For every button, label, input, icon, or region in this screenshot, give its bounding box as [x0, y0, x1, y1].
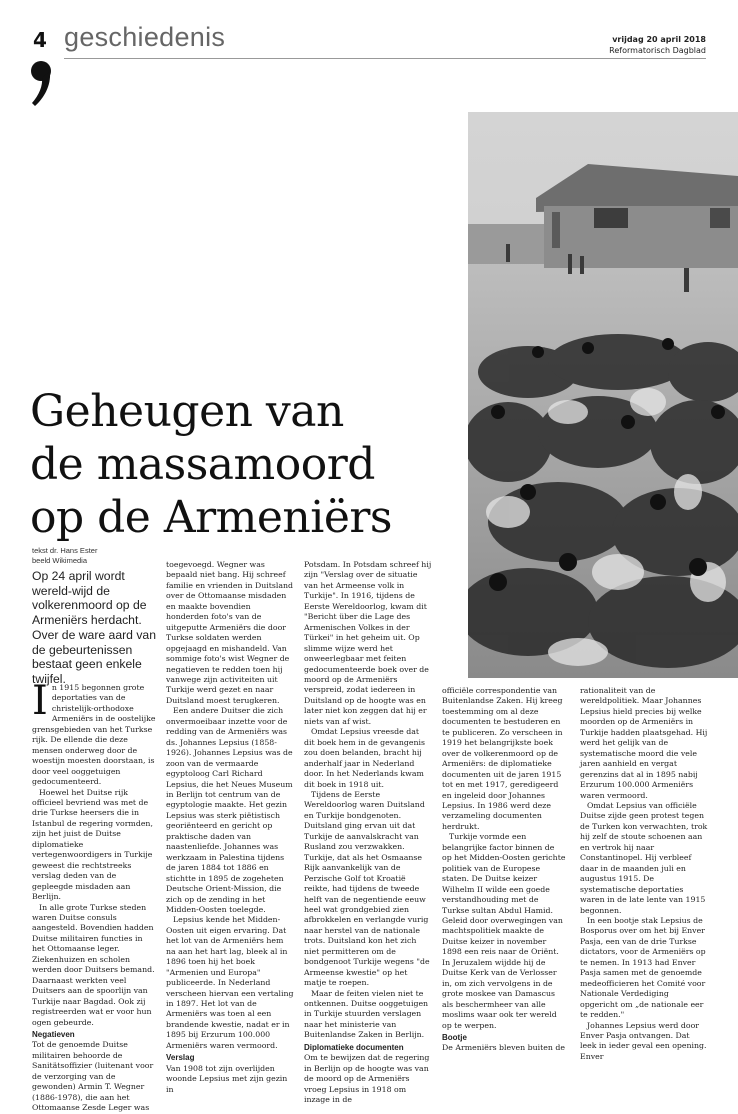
body-paragraph [32, 678, 157, 788]
credits [32, 546, 97, 566]
headline-line-2: de massamoord [30, 439, 375, 490]
subheading: Negatieven [32, 1029, 75, 1039]
subheading: Diplomatieke documenten [304, 1042, 404, 1052]
page-number: 4 [33, 28, 47, 52]
masthead-info [609, 34, 706, 56]
drop-cap: I [32, 678, 48, 724]
section-title: geschiedenis [64, 22, 226, 52]
body-paragraph: Lepsius kende het Midden-Oosten uit eigen ervaring. Dat het lot van de Armeniërs hem na aan het hart lag, bleek al in 1896 toen hij het boek "Armenien und Europa" publiceerde. In Nederland verscheen hiervan een vertaling in 1897. Het lot van de Armeniërs was toen al een brandende kwestie, nadat er in 1895 bij Erzurum 100.000 Armeniërs waren vermoord. [166, 915, 294, 1050]
body-paragraph: Van 1908 tot zijn overlijden woonde Lepsius met zijn gezin in [166, 1063, 288, 1094]
body-paragraph: Tijdens de Eerste Wereldoorlog waren Duitsland en Turkije bondgenoten. Duitsland ging ervan uit dat Turkije de aanvalskracht van Rusland zou verzwakken. Turkije, dat als het Osmaanse Rijk aanvankelijk van de Perzische Golf tot Kroatië reikte, had tijdens de tweede helft van de negentiende eeuw heel wat grondgebied zien afbrokkelen en verlangde vurig naar herstel van de nationale trots. Duitsland kon het zich niet permitteren om de bondgenoot Turkije wegens "de Armeense kwestie" op het matje te roepen. [304, 789, 430, 988]
subheading: Verslag [166, 1053, 195, 1063]
headline-line-3: op de Armeniërs [30, 492, 392, 543]
article-column-5 [580, 686, 708, 1062]
body-paragraph: In alle grote Turkse steden waren Duitse consuls aangesteld. Bovendien hadden Duitse militairen functies in het Ottomaanse leger. Ziekenhuizen en scholen werden door Duitsers bemand. Daarnaast werkten veel Duitsers aan de spoorlijn van Turkije naar Bagdad. Ook zij registreerden wat er voor hun ogen gebeurde. [32, 902, 155, 1027]
body-paragraph: Omdat Lepsius van officiële Duitse zijde geen protest tegen de Turken kon verwachten, trok hij zelf de stoute schoenen aan en vertrok hij naar Constantinopel. Hij verbleef daar in de maanden juli en augustus 1915. De systematische deportaties waren in de late lente van 1915 begonnen. [580, 800, 708, 915]
article-column-3 [304, 560, 432, 1106]
comma-logo-icon [30, 60, 54, 108]
article-column-1 [32, 678, 157, 1114]
article-column-2 [166, 560, 294, 1095]
body-paragraph: toegevoegd. Wegner was bepaald niet bang. Hij schreef familie en vrienden in Duitsland over de Ottomaanse misdaden en maakte bovendien honderden foto's van de uitgeputte Armeniërs die door Turkse soldaten werden opgejaagd en mishandeld. Van sommige foto's wist Wegner de negatieven te redden toen hij vanwege zijn activiteiten uit Turkije werd gezet en naar Duitsland moest terugkeren. [166, 560, 294, 705]
body-paragraph: Maar de feiten vielen niet te ontkennen. Duitse ooggetuigen in Turkije stuurden verslagen naar het ministerie van Buitenlandse Zaken in Berlijn. [304, 988, 429, 1040]
body-paragraph: Johannes Lepsius werd door Enver Pasja ontvangen. Dat leek in ieder geval een opening. Enver [580, 1020, 707, 1061]
body-paragraph: Potsdam. In Potsdam schreef hij zijn "Verslag over de situatie van het Armeense volk in Turkije". In 1916, tijdens de Eerste Wereldoorlog, kwam dit "Bericht über die Lage des Armenischen Volkes in der Türkei" in het geheim uit. Op slimme wijze werd het onweerlegbaar met feiten gedocumenteerde boek over de moord op de Armeniërs verspreid, zodat iedereen in Duitsland op de hoogte was en later niet kon zeggen dat hij er niets van af wist. [304, 560, 432, 726]
historic-crowd-photo-icon [468, 112, 738, 678]
body-paragraph: Om te bewijzen dat de regering in Berlijn op de hoogte was van de moord op de Armeniërs vroeg Lepsius in 1918 om inzage in de [304, 1053, 430, 1105]
body-paragraph: In een bootje stak Lepsius de Bosporus over om het bij Enver Pasja, een van de drie Turkse dictators, voor de Armeniërs op te nemen. In 1913 had Enver Pasja samen met de genoemde medeofficieren het Comité voor Nationale Verdediging opgericht om „de nationale eer te redden." [580, 915, 706, 1020]
body-paragraph: rationaliteit van de wereldpolitiek. Maar Johannes Lepsius hield precies bij welke moorden op de Armeniërs in Turkije hadden plaatsgehad. Hij werd het gelijk van de systematische moord die vele jaren aanhield en vergat gerenzins dat al in 1895 nabij Erzurum 100.000 Armeniërs waren vermoord. [580, 686, 708, 800]
article-column-4 [442, 686, 566, 1054]
issue-date: vrijdag 20 april 2018 [612, 35, 706, 44]
header-divider [64, 58, 706, 59]
publication-name: Reformatorisch Dagblad [609, 46, 706, 55]
paragraph-text: n 1915 begonnen grote deportaties van de christelijk-orthodoxe Armeniërs in de oostelijke grensgebieden van het Turkse rijk. De ellende die deze mensen onderweg door de woestijn moesten doorstaan, is door veel ooggetuigen gedocumenteerd. [32, 683, 156, 787]
body-paragraph: Omdat Lepsius vreesde dat dit boek hem in de gevangenis zou doen belanden, bracht hij anderhalf jaar in Nederland door. In het Nederlands kwam dit boek in 1918 uit. [304, 727, 425, 789]
headline [30, 385, 450, 544]
body-paragraph: Turkije vormde een belangrijke factor binnen de op het Midden-Oosten gerichte politiek van de Europese staten. De Duitse keizer Wilhelm II wilde een goede verstandhouding met de Turkse sultan Abdul Hamid. Geleid door overwegingen van machtspolitiek maakte de Duitse keizer in november 1898 een reis naar de Oriënt. In Jeruzalem wijdde hij de Duitse Kerk van de Verlosser in, om zich vervolgens in de grote moskee van Damascus als beschermheer van alle moslims waar ook ter wereld op te werpen. [442, 832, 566, 1030]
body-paragraph: Tot de genoemde Duitse militairen behoorde de Sanitätsoffizier (luitenant voor de verzorging van de gewonden) Armin T. Wegner (1886-1978), die aan het Ottomaanse Zesde Leger was [32, 1040, 154, 1113]
intro-paragraph: Op 24 april wordt wereld-wijd de volkerenmoord op de Armeniërs herdacht. Over de ware aard van de gebeurtenissen bestaat geen enkele twijfel. [32, 569, 156, 686]
body-paragraph: Een andere Duitser die zich onvermoeibaar inzette voor de redding van de Armeniërs was ds. Johannes Lepsius (1858-1926). Johannes Lepsius was de zoon van de vermaarde egyptoloog Carl Richard Lepsius, die het Neues Museum in Berlijn tot centrum van de egyptologie maakte. Het gezin Lepsius was sterk piëtistisch georiënteerd en gericht op praktische daden van naastenliefde. Johannes was werkzaam in Palestina tijdens de jaren 1884 tot 1886 en stichtte in 1895 de zogeheten Deutsche Orient-Mission, die zich op de zending in het Midden-Oosten toelegde. [166, 706, 293, 914]
body-paragraph: Hoewel het Duitse rijk officieel bevriend was met de drie Turkse heersers die in Istanbul de regering vormden, zijn het juist de Duitse diplomatieke vertegenwoordigers in Turkije geweest die rechtstreeks verslag deden van de gepleegde misdaden aan Berlijn. [32, 787, 153, 902]
image-credit: beeld Wikimedia [32, 556, 88, 565]
headline-line-1: Geheugen van [30, 386, 344, 437]
body-paragraph: officiële correspondentie van Buitenlandse Zaken. Hij kreeg toestemming om al deze documenten te bestuderen en te publiceren. Zo verscheen in 1919 het belangrijkste boek over de volkerenmoord op de Armeniërs: de diplomatieke documenten uit de jaren 1915 tot en met 1917, geredigeerd en ingeleid door Johannes Lepsius. In 1986 werd deze verzameling documenten herdrukt. [442, 686, 563, 831]
byline: tekst dr. Hans Ester [32, 546, 98, 555]
body-paragraph: De Armeniërs bleven buiten de [442, 1043, 566, 1053]
article-photo [468, 112, 738, 678]
subheading: Bootje [442, 1032, 467, 1042]
